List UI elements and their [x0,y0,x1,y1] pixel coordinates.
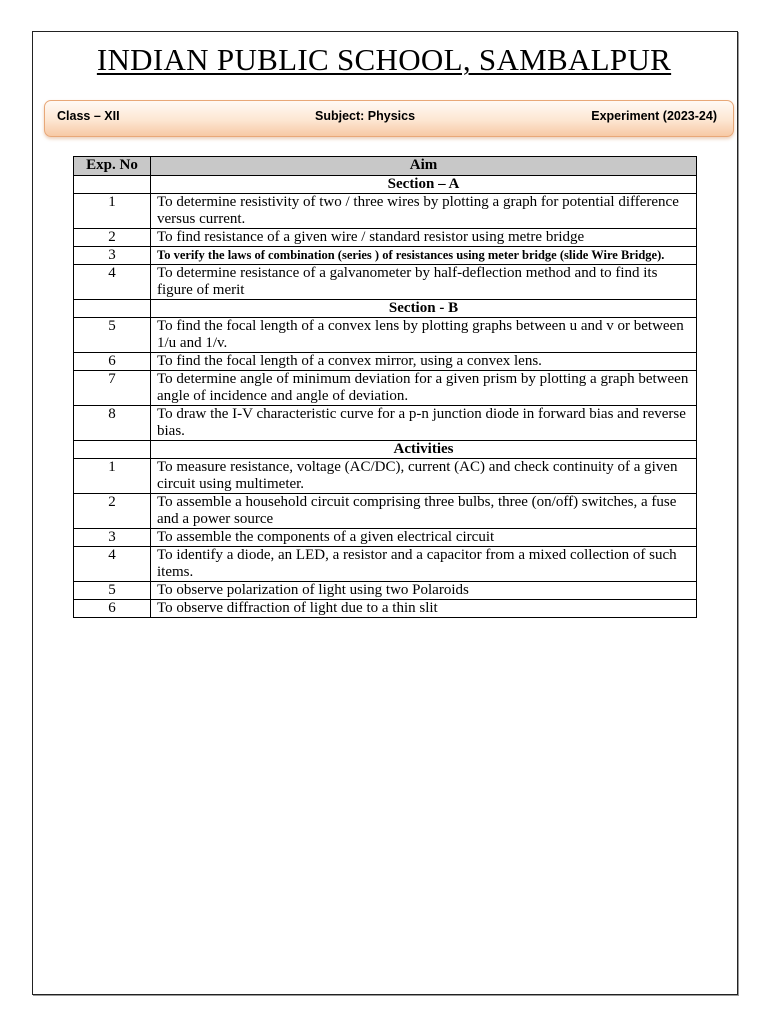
table-row [74,353,697,371]
table-row [74,318,697,353]
table-row [74,459,697,494]
page-title [0,42,768,78]
section-spacer-cell [74,441,151,459]
exp-aim: To assemble a household circuit comprising three bulbs, three (on/off) switches, a fuse and a power source [151,494,697,529]
exp-aim: To find resistance of a given wire / standard resistor using metre bridge [151,229,697,247]
class-label: Class – XII [57,109,120,123]
section-title: Section - B [151,300,697,318]
section-spacer-cell [74,300,151,318]
table-row [74,529,697,547]
table-row [74,582,697,600]
section-row [74,176,697,194]
table-row [74,406,697,441]
exp-number: 4 [74,547,151,582]
exp-aim: To observe polarization of light using two Polaroids [151,582,697,600]
exp-number: 5 [74,582,151,600]
exp-aim: To draw the I-V characteristic curve for a p-n junction diode in forward bias and reverse bias. [151,406,697,441]
header-exp-no: Exp. No [74,157,151,176]
table-row [74,494,697,529]
table-row [74,371,697,406]
exp-aim: To identify a diode, an LED, a resistor and a capacitor from a mixed collection of such items. [151,547,697,582]
exp-number: 1 [74,194,151,229]
exp-number: 6 [74,600,151,618]
experiment-label: Experiment (2023-24) [591,109,717,123]
exp-number: 6 [74,353,151,371]
exp-number: 3 [74,247,151,265]
exp-aim: To measure resistance, voltage (AC/DC), current (AC) and check continuity of a given circuit using multimeter. [151,459,697,494]
header-aim: Aim [151,157,697,176]
exp-number: 1 [74,459,151,494]
table-row [74,247,697,265]
exp-number: 7 [74,371,151,406]
exp-number: 8 [74,406,151,441]
section-title: Section – A [151,176,697,194]
subject-label: Subject: Physics [315,109,416,123]
experiments-table [73,156,697,618]
table-row [74,600,697,618]
exp-aim: To verify the laws of combination (series ) of resistances using meter bridge (slide Wire Bridge). [151,247,697,265]
table-row [74,547,697,582]
exp-aim: To find the focal length of a convex mirror, using a convex lens. [151,353,697,371]
exp-number: 4 [74,265,151,300]
exp-number: 2 [74,494,151,529]
table-row [74,265,697,300]
table-row [74,229,697,247]
section-row [74,300,697,318]
exp-aim: To observe diffraction of light due to a thin slit [151,600,697,618]
exp-aim: To determine angle of minimum deviation for a given prism by plotting a graph between angle of incidence and angle of deviation. [151,371,697,406]
table-row [74,194,697,229]
section-title: Activities [151,441,697,459]
exp-aim: To find the focal length of a convex lens by plotting graphs between u and v or between 1/u and 1/v. [151,318,697,353]
school-name: INDIAN PUBLIC SCHOOL, SAMBALPUR [96,42,672,77]
exp-aim: To determine resistivity of two / three wires by plotting a graph for potential difference versus current. [151,194,697,229]
exp-number: 5 [74,318,151,353]
table-header-row [74,157,697,176]
exp-number: 3 [74,529,151,547]
section-spacer-cell [74,176,151,194]
exp-number: 2 [74,229,151,247]
exp-aim: To determine resistance of a galvanometer by half-deflection method and to find its figure of merit [151,265,697,300]
section-row [74,441,697,459]
exp-aim: To assemble the components of a given electrical circuit [151,529,697,547]
header-bar [44,100,734,137]
